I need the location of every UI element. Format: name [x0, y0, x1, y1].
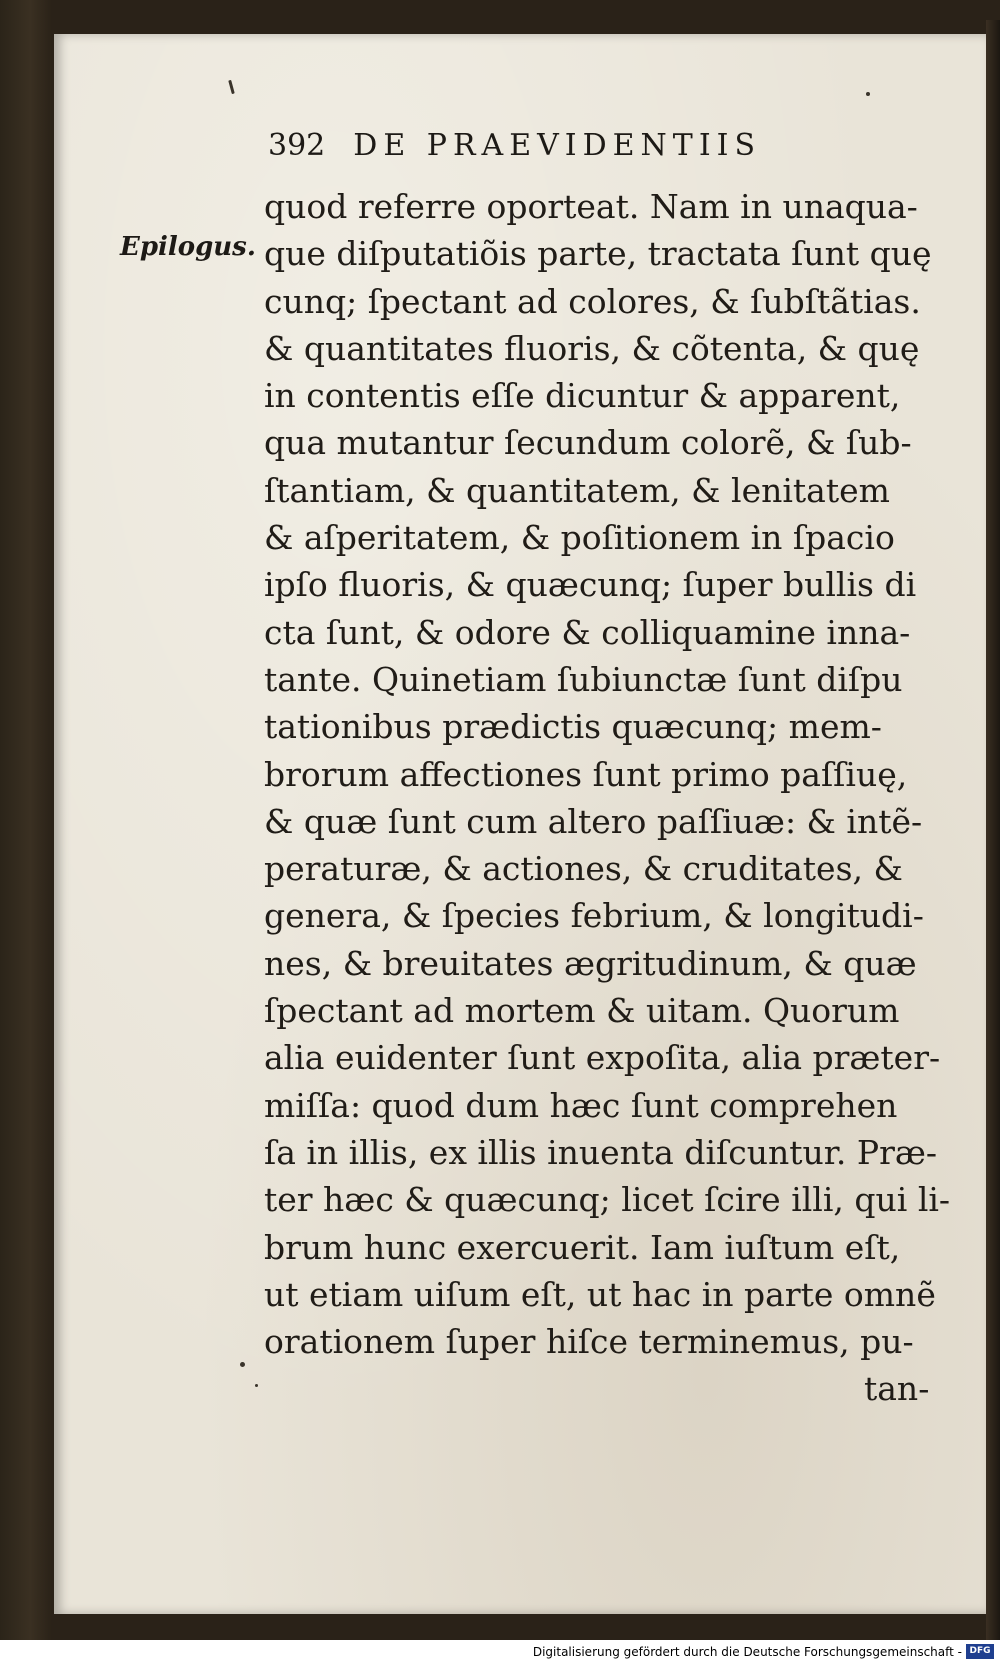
text-line: tationibus prædictis quæcunq; mem-	[264, 707, 882, 747]
text-line: qua mutantur ſecundum colorẽ, & ſub-	[264, 423, 912, 463]
text-line: in contentis eſſe dicuntur & apparent,	[264, 376, 901, 416]
text-line: ter hæc & quæcunq; licet ſcire illi, qui li-	[264, 1180, 951, 1220]
paper-speck	[866, 92, 870, 96]
text-line: ſpectant ad mortem & uitam. Quorum	[264, 991, 900, 1031]
text-line: ut etiam uiſum eſt, ut hac in parte omnẽ	[264, 1274, 936, 1314]
paper-speck	[255, 1384, 258, 1387]
marginal-note: Epilogus.	[120, 232, 256, 262]
text-line: quod referre oporteat. Nam in unaqua-	[264, 187, 918, 226]
funding-credit: Digitalisierung gefördert durch die Deutsche Forschungsgemeinschaft -	[532, 1645, 962, 1659]
running-title: DE PRAEVIDENTIIS	[353, 128, 762, 163]
text-line: brorum affectiones ſunt primo paſſiuę,	[264, 754, 908, 794]
text-line: tante. Quinetiam ſubiunctæ ſunt diſpu	[264, 659, 903, 699]
text-line: genera, & ſpecies febrium, & longitudi-	[264, 896, 924, 936]
running-header	[268, 128, 868, 168]
text-line: & quantitates fluoris, & cõtenta, & quę	[264, 328, 920, 368]
text-line: ſa in illis, ex illis inuenta diſcuntur. Præ-	[264, 1132, 938, 1172]
page-number: 392	[268, 128, 326, 163]
text-line: & quæ ſunt cum altero paſſiuæ: & intẽ-	[264, 801, 923, 841]
text-line: nes, & breuitates ægritudinum, & quæ	[264, 943, 917, 983]
text-line: ſtantiam, & quantitatem, & lenitatem	[264, 470, 890, 510]
text-line: ipſo fluoris, & quæcunq; ſuper bullis di	[264, 565, 917, 605]
text-line: & aſperitatem, & poſitionem in ſpacio	[264, 518, 895, 558]
text-line: cta ſunt, & odore & colliquamine inna-	[264, 612, 911, 652]
text-line: que diſputatiõis parte, tractata ſunt quę	[264, 234, 932, 274]
text-line: peraturæ, & actiones, & cruditates, &	[264, 849, 903, 889]
text-line: brum hunc exercuerit. Iam iuſtum eſt,	[264, 1227, 901, 1267]
body-text-block	[264, 183, 954, 1413]
paper-speck	[240, 1362, 245, 1367]
text-line: orationem ſuper hiſce terminemus, pu-	[264, 1322, 914, 1362]
dfg-logo-icon: DFG	[966, 1644, 994, 1659]
text-line: tan-	[864, 1369, 930, 1409]
text-line: alia euidenter ſunt expoſita, alia præter-	[264, 1038, 941, 1078]
book-edge	[986, 20, 1000, 1640]
text-line: cunq; ſpectant ad colores, & ſubſtãtias.	[264, 281, 921, 321]
text-line: miſſa: quod dum hæc ſunt comprehen	[264, 1085, 898, 1125]
